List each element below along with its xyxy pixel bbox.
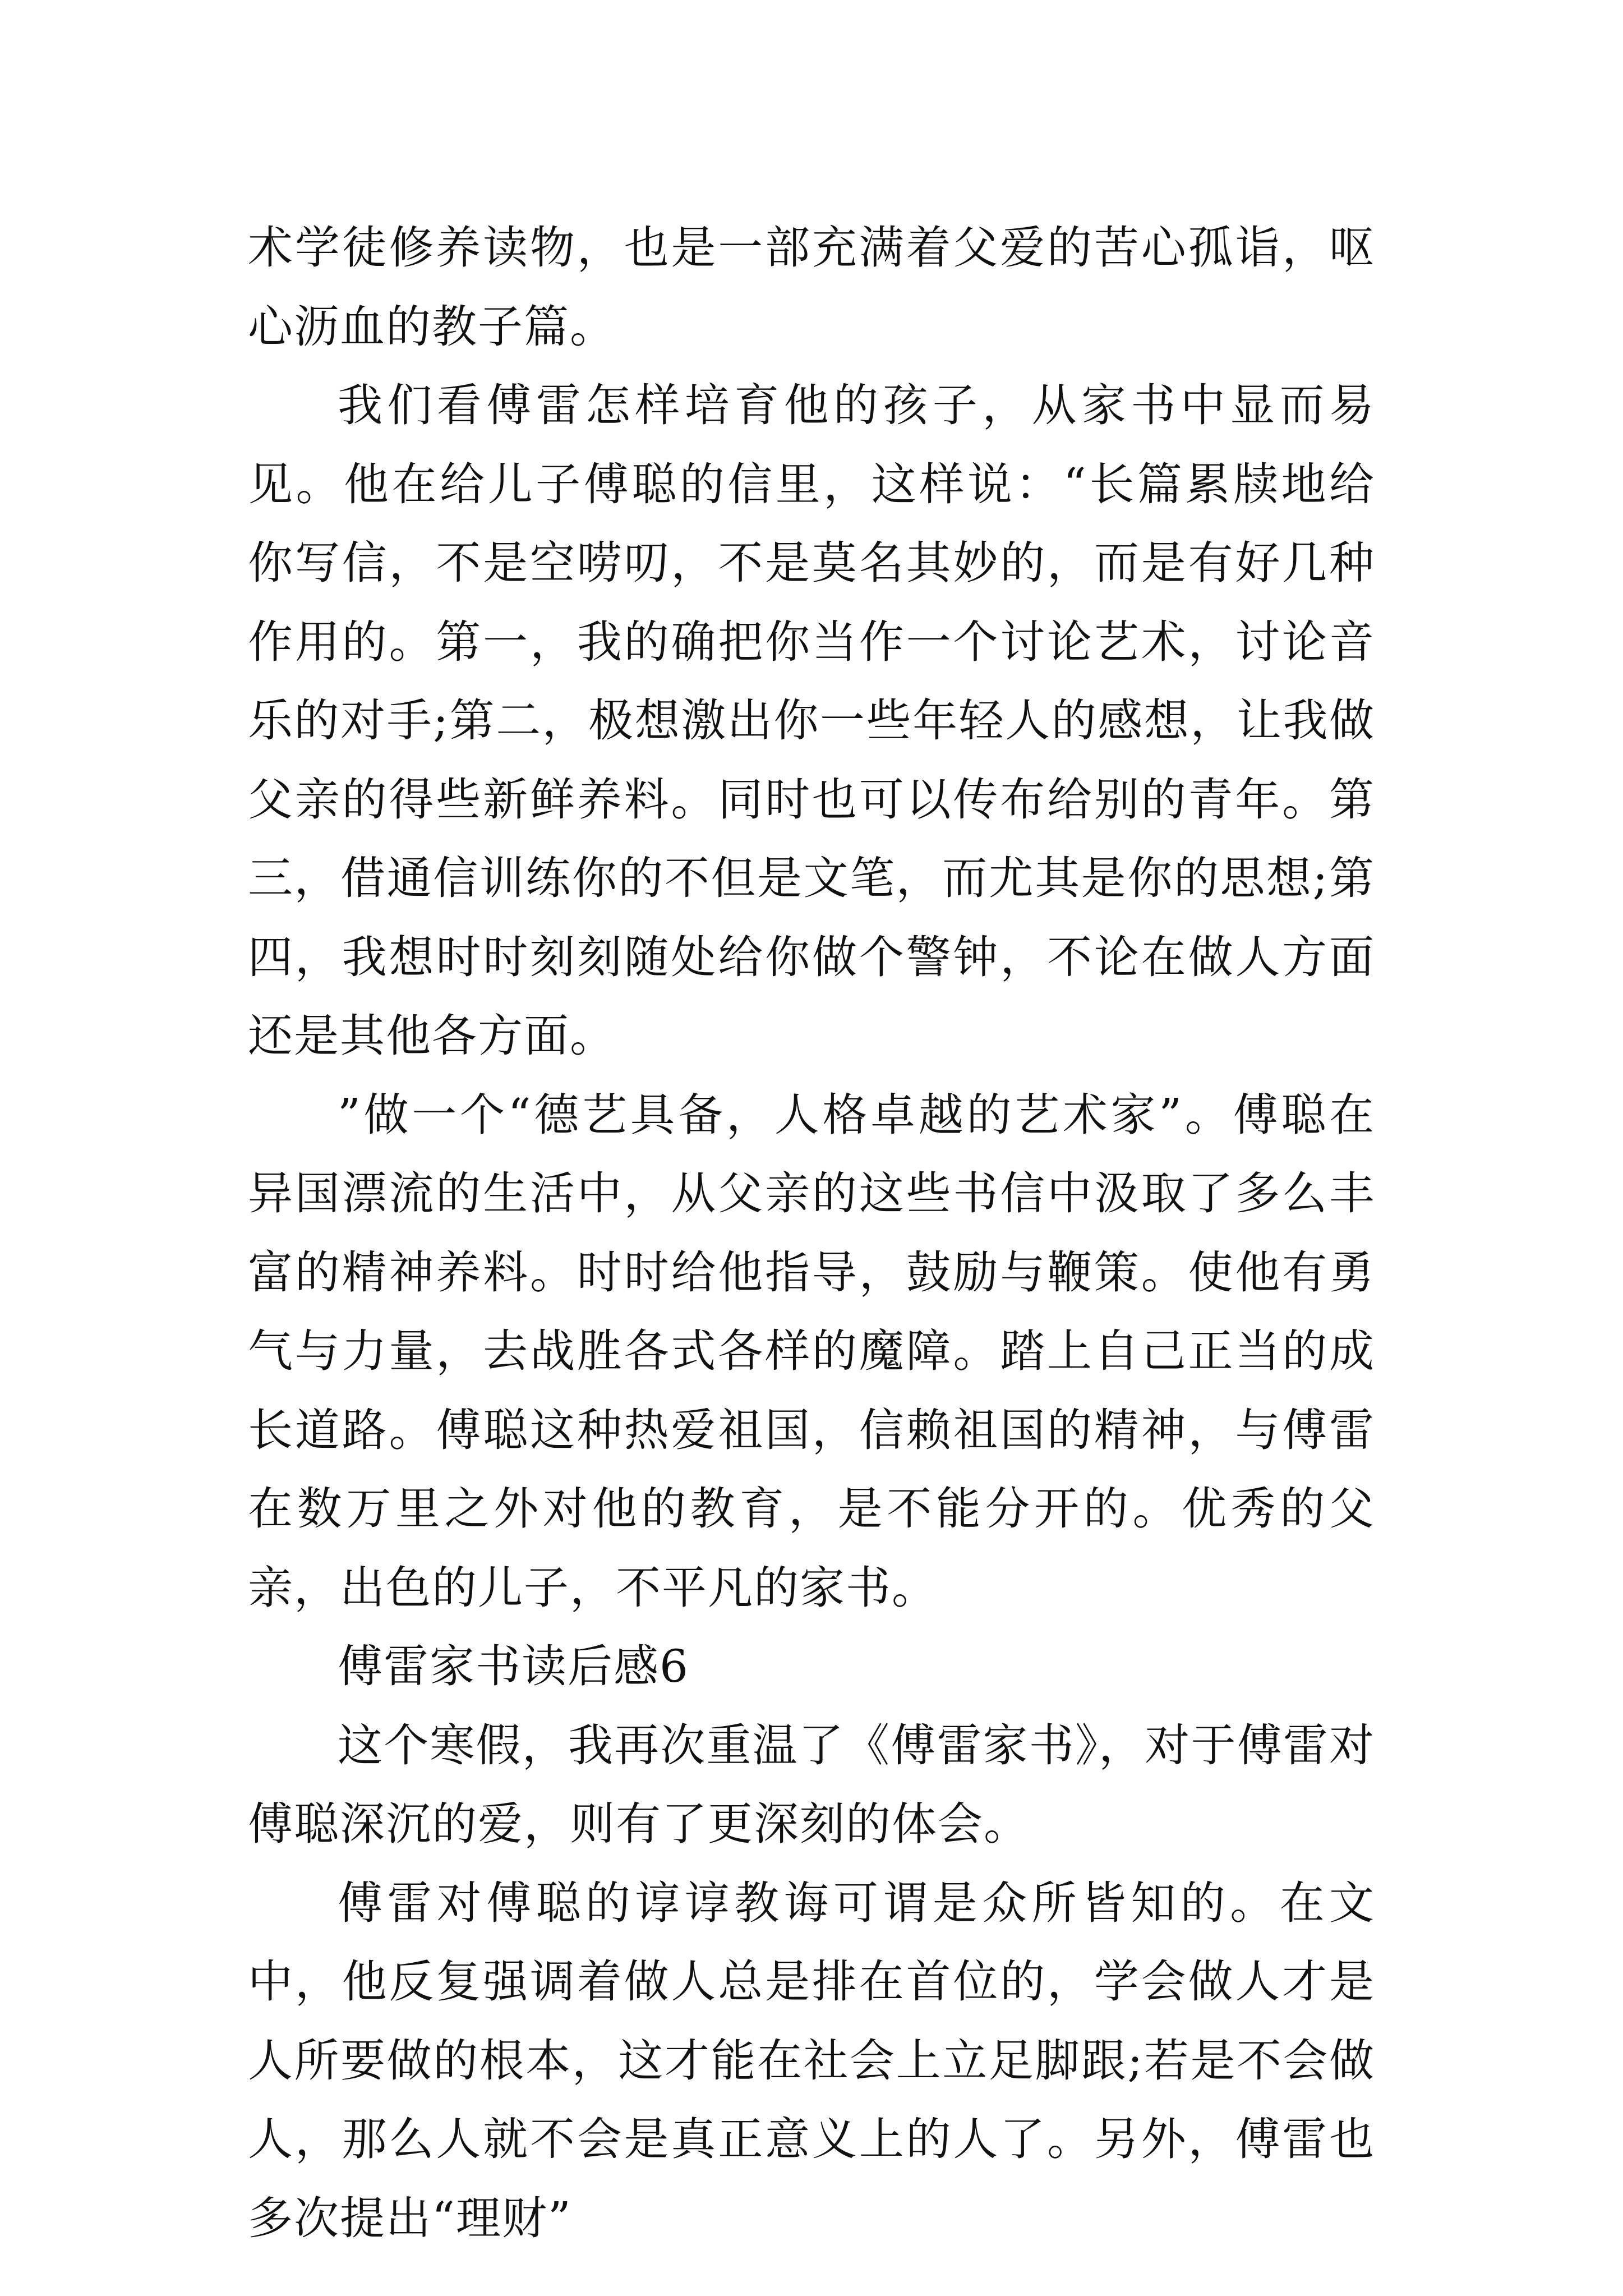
section-heading: 傅雷家书读后感6 bbox=[338, 1640, 689, 1692]
paragraph-teachings: 傅雷对傅聪的谆谆教诲可谓是众所皆知的。在文中，他反复强调着做人总是排在首位的，学会做人才是人所要做的根本，这才能在社会上立足脚跟;若是不会做人，那么人就不会是真正意义上的人了。另外，傅雷也多次提出“理财” bbox=[248, 1876, 1375, 2244]
paragraph-artist-ideal: ”做一个“德艺具备，人格卓越的艺术家”。傅聪在异国漂流的生活中，从父亲的这些书信中汲取了多么丰富的精神养料。时时给他指导，鼓励与鞭策。使他有勇气与力量，去战胜各式各样的魔障。踏上自己正当的成长道路。傅聪这种热爱祖国，信赖祖国的精神，与傅雷在数万里之外对他的教育，是不能分开的。优秀的父亲，出色的儿子，不平凡的家书。 bbox=[248, 1088, 1375, 1614]
paragraph-winter-vacation: 这个寒假，我再次重温了《傅雷家书》，对于傅雷对傅聪深沉的爱，则有了更深刻的体会。 bbox=[248, 1719, 1375, 1850]
document-body bbox=[248, 209, 1375, 2258]
paragraph-letter-quote: 我们看傅雷怎样培育他的孩子，从家书中显而易见。他在给儿子傅聪的信里，这样说：“长篇累牍地给你写信，不是空唠叨，不是莫名其妙的，而是有好几种作用的。第一，我的确把你当作一个讨论艺术，讨论音乐的对手;第二，极想激出你一些年轻人的感想，让我做父亲的得些新鲜养料。同时也可以传布给别的青年。第三，借通信训练你的不但是文笔，而尤其是你的思想;第四，我想时时刻刻随处给你做个警钟，不论在做人方面还是其他各方面。 bbox=[248, 379, 1375, 1062]
paragraph-continuation: 术学徒修养读物，也是一部充满着父爱的苦心孤诣，呕心沥血的教子篇。 bbox=[248, 222, 1375, 353]
